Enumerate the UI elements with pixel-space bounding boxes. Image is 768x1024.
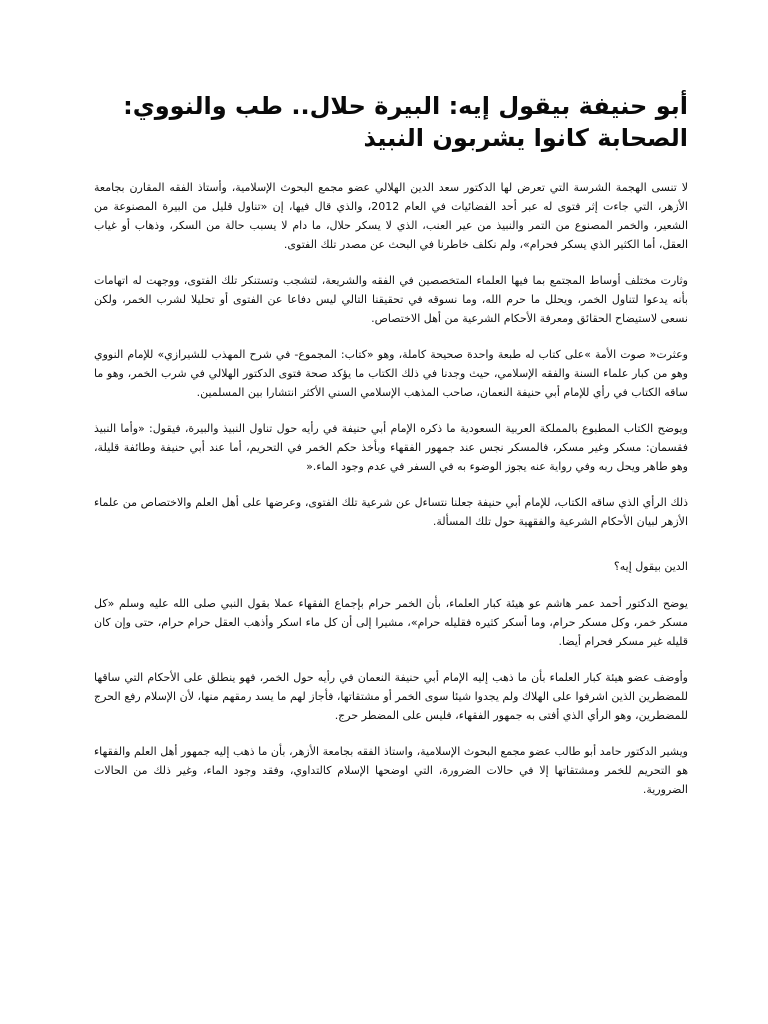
article-paragraph-8: ويشير الدكتور حامد أبو طالب عضو مجمع البحوث الإسلامية، واستاذ الفقه بجامعة الأزهر، بأن ما ذهب إليه جمهور أهل العلم والفقهاء هو التحريم للخمر ومشتقاتها إلا في حالات الضرورة، التي اوضحها الإسلام كالتداوي، وفقد وجود الماء، وغير ذلك من الحالات الضرورية. bbox=[94, 745, 688, 796]
article-body bbox=[94, 90, 688, 816]
section-subheading: الدين بيقول إيه؟ bbox=[613, 560, 688, 573]
article-paragraph-7: وأوضف عضو هيئة كبار العلماء بأن ما ذهب إليه الإمام أبي حنيفة النعمان في رأيه حول الخمر، فهو ينطلق على الأحكام التي ساقها للمضطرين الذين اشرفوا على الهلاك ولم يجدوا شيئا سوى الخمر أو مشتقاتها، فأجاز لهم ما يسد رمقهم منها، لأن الإسلام رفع الحرج للمضطرين، وهو الرأي الذي أفتى به جمهور الفقهاء، فليس على المضطر حرج. bbox=[94, 671, 688, 722]
article-paragraph-4: ويوضح الكتاب المطبوع بالمملكة العربية السعودية ما ذكره الإمام أبي حنيفة في رأيه حول تناول النبيذ والبيرة، فيقول: «وأما النبيذ فقسمان: مسكر وغير مسكر، فالمسكر نجس عند جمهور الفقهاء وبأخذ حكم الخمر في التحريم، أما عند أبي حنيفة وطائفة قليلة، وهو طاهر ويحل ربه وفي رواية عنه يجوز الوضوء به في السفر في عدم وجود الماء.« bbox=[94, 422, 688, 473]
article-paragraph-1: لا تنسى الهجمة الشرسة التي تعرض لها الدكتور سعد الدين الهلالي عضو مجمع البحوث الإسلامية، وأستاذ الفقه المقارن بجامعة الأزهر، التي جاءت إثر فتوى له عبر أحد الفضائيات في العام 2012، والذي قال فيها، إن «تناول قليل من البيرة المصنوعة من الشعير، والخمر المصنوع من التمر والنبيذ من عير العنب، الذي لا يسكر حلال، ما دام لا يسبب حالة من السكر، وذهاب أو غياب العقل، أما الكثير الذي يسكر فحرام»، ولم نكلف خاطرنا في البحث عن مصدر تلك الفتوى. bbox=[94, 181, 688, 251]
article-paragraph-6: يوضح الدكتور أحمد عمر هاشم عو هيئة كبار العلماء، بأن الخمر حرام بإجماع الفقهاء عملا بقول النبي صلى الله عليه وسلم «كل مسكر خمر، وكل مسكر حرام، وما أسكر كثيره فقليله حرام»، مشيرا إلى أن كل ماء اسكر وأذهب العقل حرام حرام، حتى وإن كان قليله غير مسكر فحرام أيضا. bbox=[94, 597, 688, 648]
article-paragraph-5: ذلك الرأي الذي ساقه الكتاب، للإمام أبي حنيفة جعلنا نتساءل عن شرعية تلك الفتوى، وعرضها على أهل العلم والاختصاص من علماء الأزهر لبيان الأحكام الشرعية والفقهية حول تلك المسألة. bbox=[94, 496, 688, 528]
article-paragraph-3: وعثرت« صوت الأمة »على كتاب له طبعة واحدة صحيحة كاملة، وهو «كتاب: المجموع- في شرح المهذب للشيرازي» للإمام النووي وهو من كبار علماء السنة والفقه الإسلامي، حيث وجدنا في ذلك الكتاب ما يؤكد صحة فتوى الدكتور الهلالي في شرب الخمر، وهو ما ساقه الكتاب في رأي للإمام أبي حنيفة النعمان، صاحب المذهب الإسلامي السني الأكثر انتشارا بين المسلمين. bbox=[94, 348, 688, 399]
article-paragraph-2: وثارت مختلف أوساط المجتمع بما فيها العلماء المتخصصين في الفقه والشريعة، لتشجب وتستنكر تلك الفتوى، ووجهت له اتهامات بأنه يدعوا لتناول الخمر، ويحلل ما حرم الله، وما نسوقه في تحقيقنا التالي ليس دفاعا عن الفتوى أو تحليلا لشرب الخمر، ولكن نسعى لاستيضاح الحقائق ومعرفة الأحكام الشرعية من أهل الاختصاص. bbox=[94, 274, 688, 325]
article-title: أبو حنيفة بيقول إيه: البيرة حلال.. طب والنووي: الصحابة كانوا يشربون النبيذ bbox=[123, 92, 688, 152]
